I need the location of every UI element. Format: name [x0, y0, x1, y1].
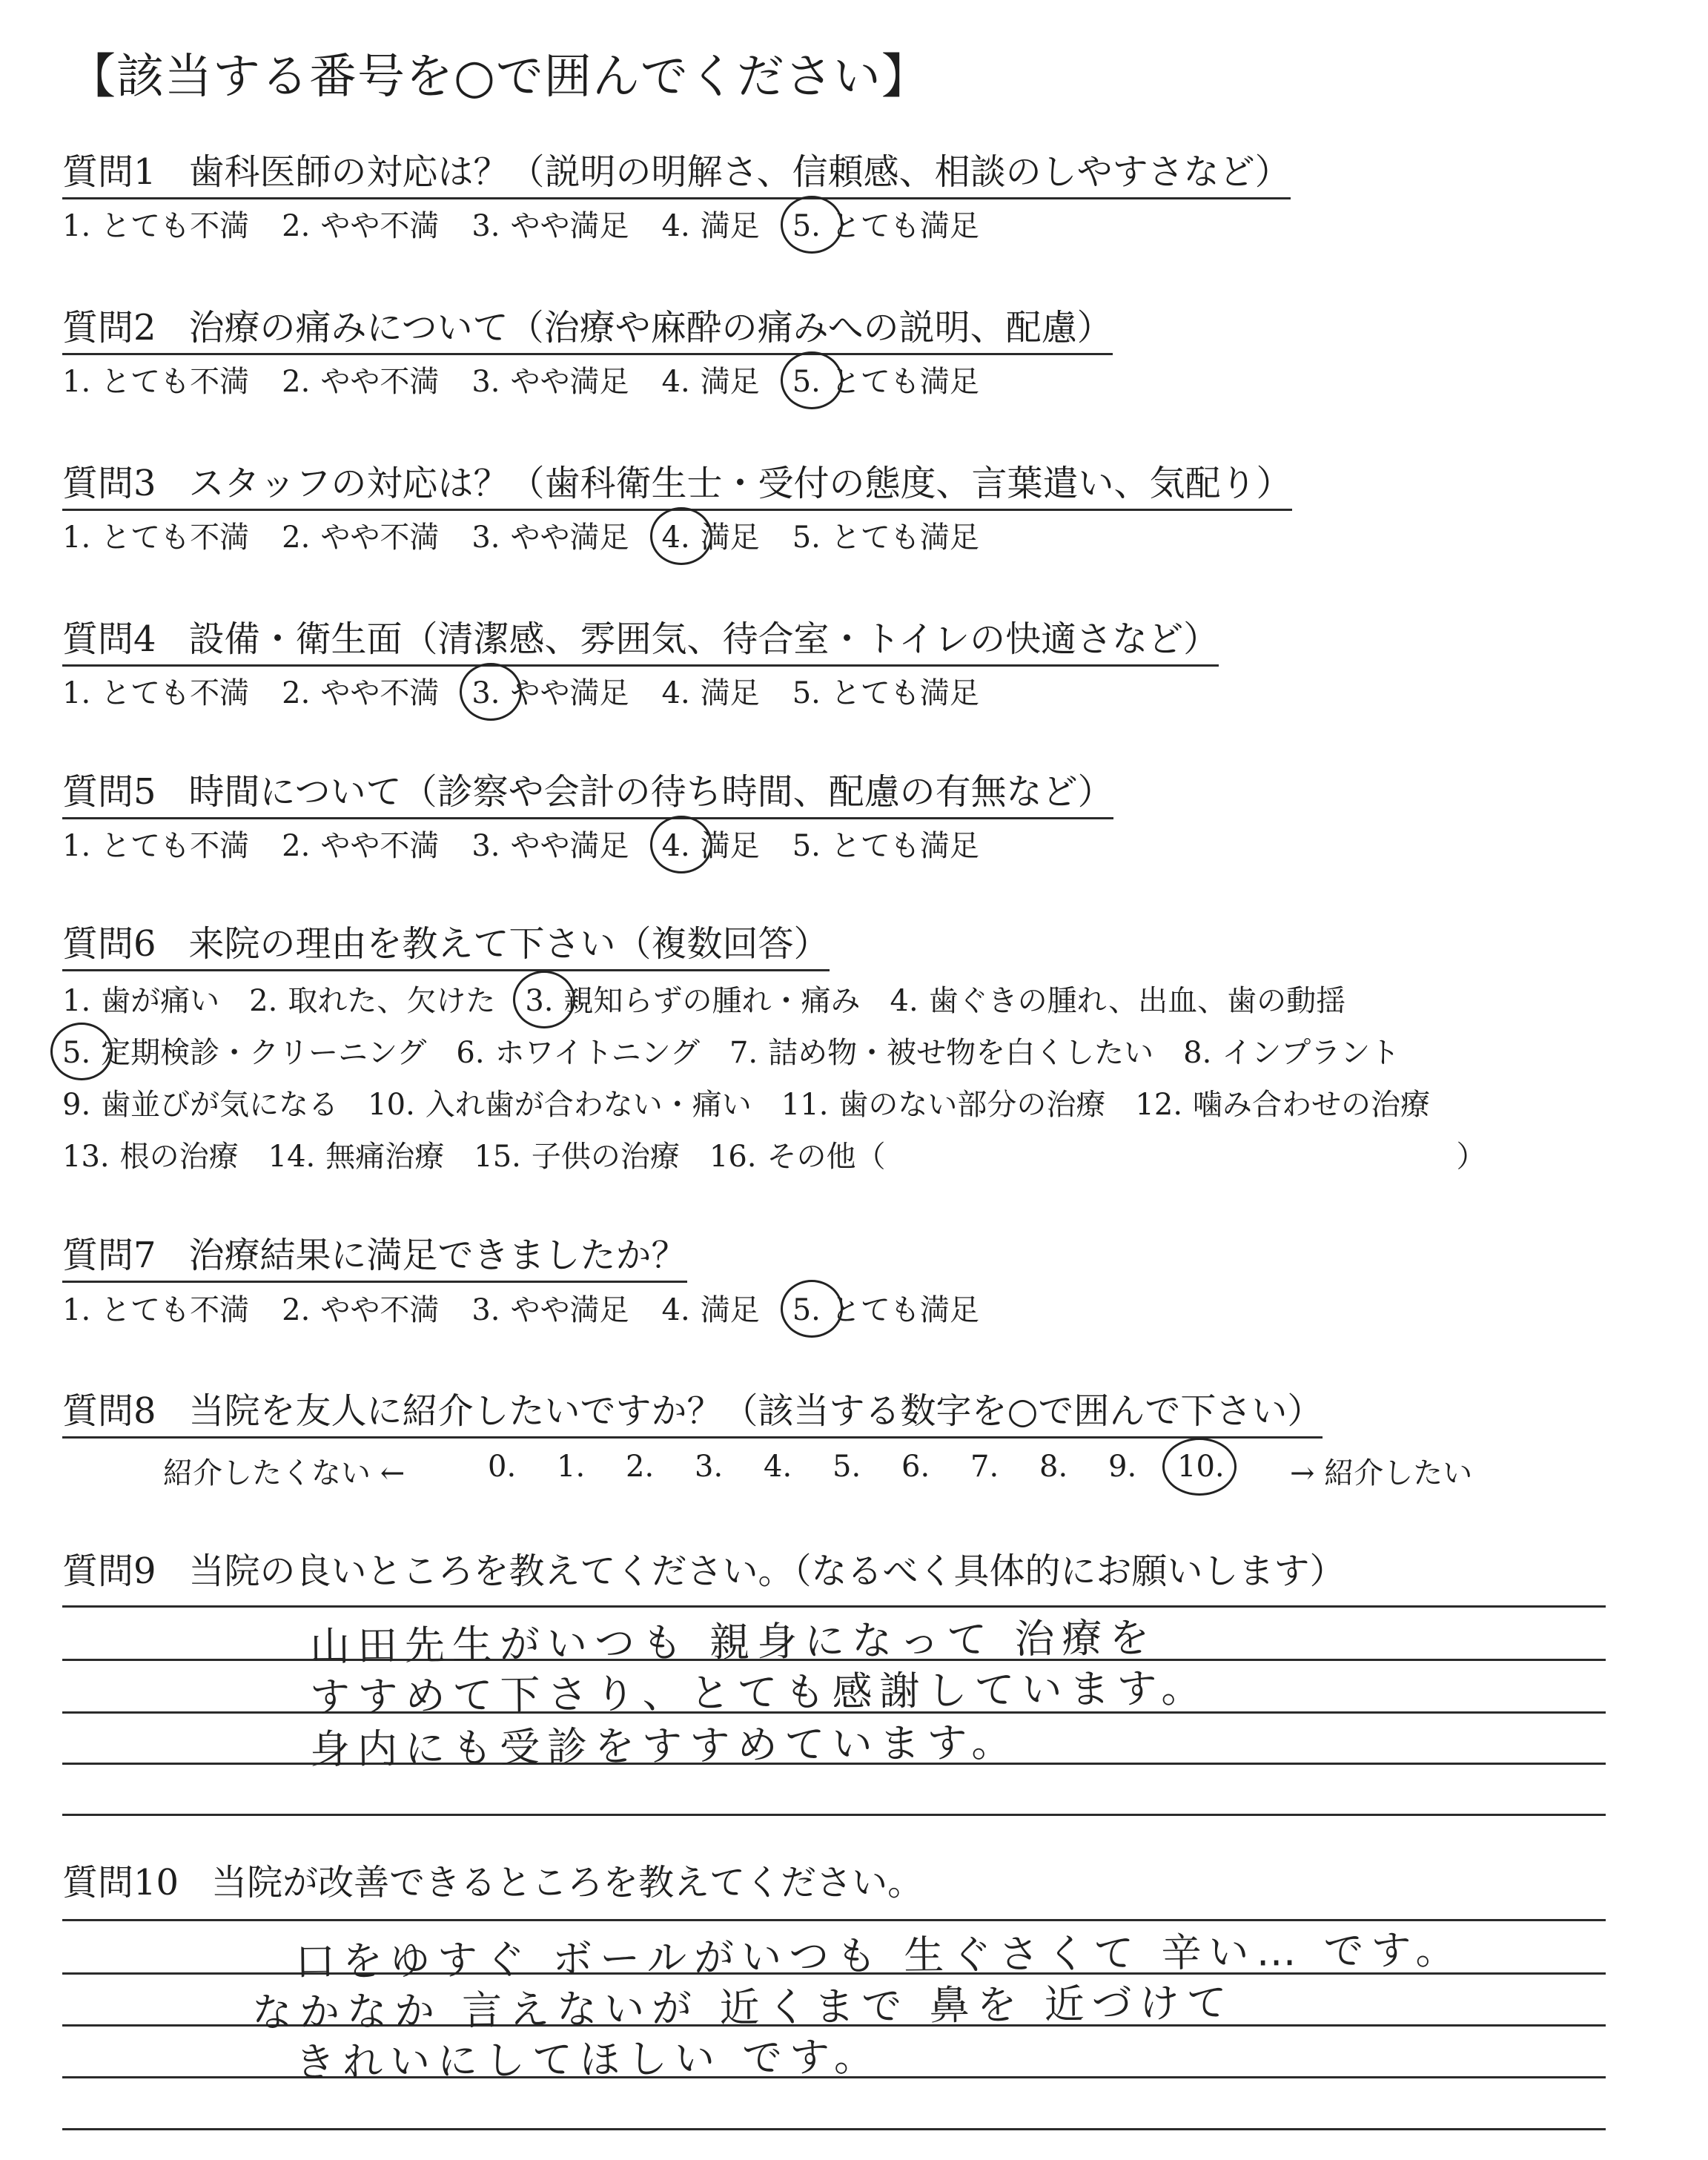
q3-option-1[interactable] — [62, 519, 249, 556]
q1-option-number: 4. — [661, 209, 690, 243]
q7-option-2[interactable] — [282, 1292, 439, 1329]
q7-option-number: 4. — [661, 1293, 690, 1327]
q6-reason-9[interactable] — [62, 1086, 338, 1123]
q1-option-3[interactable] — [471, 208, 629, 245]
q8-scale-value-0[interactable]: 0. — [488, 1450, 517, 1484]
q6-reason-8[interactable] — [1183, 1034, 1400, 1071]
q5-options — [62, 828, 1012, 865]
q7-text: 治療結果に満足できましたか？ — [188, 1235, 687, 1276]
q3-option-number: 5. — [792, 521, 821, 555]
q3-heading — [62, 461, 1292, 511]
q2-options — [62, 363, 1012, 400]
q3-option-label: やや満足 — [510, 521, 629, 555]
q9-label: 質問9 — [62, 1550, 156, 1592]
q1-option-4[interactable] — [662, 208, 760, 245]
hand-drawn-circle — [781, 351, 843, 409]
q3-option-number: 3. — [471, 521, 500, 555]
q1-option-number: 5. — [792, 209, 821, 243]
q6-reason-number: 4. — [890, 984, 918, 1018]
q9-text: 当院の良いところを教えてください。（なるべく具体的にお願いします） — [188, 1550, 1345, 1592]
q4-option-2[interactable] — [282, 675, 439, 712]
q5-option-number: 1. — [62, 829, 91, 863]
q7-option-5[interactable] — [792, 1292, 979, 1329]
q2-option-number: 5. — [792, 365, 821, 399]
q2-option-label: やや不満 — [320, 365, 440, 399]
hand-drawn-circle — [513, 971, 575, 1028]
q5-option-5[interactable] — [792, 828, 979, 865]
q6-reason-number: 1. — [62, 984, 91, 1018]
q5-option-number: 4. — [661, 829, 690, 863]
q6-reason-label: 歯並びが気になる — [101, 1088, 339, 1122]
q3-option-3[interactable] — [471, 519, 629, 556]
q5-text: 時間について（診察や会計の待ち時間、配慮の有無など） — [188, 771, 1113, 813]
q1-text: 歯科医師の対応は？（説明の明解さ、信頼感、相談のしやすさなど） — [188, 151, 1291, 193]
q4-option-4[interactable] — [662, 675, 760, 712]
q6-reason-number: 10. — [368, 1088, 415, 1122]
hand-drawn-circle — [781, 1280, 843, 1338]
q1-option-label: やや満足 — [510, 209, 629, 243]
q8-label: 質問8 — [62, 1390, 156, 1432]
q6-reason-label: 噛み合わせの治療 — [1193, 1088, 1431, 1122]
q6-reason-row — [62, 1138, 1516, 1175]
q8-scale-value-5[interactable]: 5. — [833, 1450, 861, 1484]
q7-option-3[interactable] — [471, 1292, 629, 1329]
q2-option-number: 1. — [62, 365, 91, 399]
form-title: 【該当する番号を○で囲んでください】 — [68, 50, 930, 105]
hand-drawn-circle — [650, 507, 712, 565]
q10-text: 当院が改善できるところを教えてください。 — [211, 1862, 924, 1903]
q6-reason-label: ホワイトニング — [494, 1036, 700, 1070]
q3-option-number: 4. — [661, 521, 690, 555]
q10-answer-line: きれいにしてほしい です。 — [294, 2032, 882, 2087]
q2-option-number: 2. — [282, 365, 311, 399]
q6-reason-row — [62, 982, 1375, 1020]
q6-reason-number: 9. — [62, 1088, 91, 1122]
q7-option-label: やや不満 — [320, 1293, 440, 1327]
q5-option-label: やや満足 — [510, 829, 629, 863]
q3-option-number: 2. — [282, 521, 311, 555]
q5-heading — [62, 770, 1113, 819]
q6-reason-label: インプラント — [1222, 1036, 1400, 1070]
q3-option-label: とても満足 — [830, 521, 979, 555]
q1-option-1[interactable] — [62, 208, 249, 245]
q7-option-number: 3. — [471, 1293, 500, 1327]
q10-label: 質問10 — [62, 1862, 179, 1903]
q6-reason-number: 5. — [62, 1036, 91, 1070]
q5-option-3[interactable] — [471, 828, 629, 865]
q6-reason-number: 11. — [781, 1088, 829, 1122]
hand-drawn-circle — [650, 816, 712, 873]
q6-reason-label: 詰め物・被せ物を白くしたい — [768, 1036, 1154, 1070]
q4-label: 質問4 — [62, 618, 156, 660]
q6-reason-label: 取れた、欠けた — [288, 984, 496, 1018]
q3-option-label: 満足 — [700, 521, 760, 555]
q1-options — [62, 208, 1012, 245]
q3-option-label: やや不満 — [320, 521, 440, 555]
q3-text: スタッフの対応は？（歯科衛生士・受付の態度、言葉遣い、気配り） — [188, 463, 1292, 504]
q7-options — [62, 1292, 1012, 1329]
q4-option-label: やや不満 — [320, 676, 440, 710]
q8-scale-value-9[interactable]: 9. — [1108, 1450, 1137, 1484]
q5-option-label: とても満足 — [830, 829, 979, 863]
hand-drawn-circle — [50, 1023, 113, 1080]
q6-reason-10[interactable] — [368, 1086, 752, 1123]
q6-reason-number: 3. — [525, 984, 554, 1018]
q3-label: 質問3 — [62, 463, 156, 504]
q3-option-5[interactable] — [792, 519, 979, 556]
q6-reason-label: 親知らずの腫れ・痛み — [563, 984, 861, 1018]
q1-option-number: 2. — [282, 209, 311, 243]
q6-reason-row — [62, 1086, 1460, 1123]
q8-scale-value-6[interactable]: 6. — [901, 1450, 930, 1484]
q8-scale-value-4[interactable]: 4. — [764, 1450, 792, 1484]
q2-option-2[interactable] — [282, 363, 439, 400]
q6-other-close: ） — [1456, 1140, 1486, 1174]
q1-heading — [62, 150, 1291, 199]
q7-option-label: やや満足 — [510, 1293, 629, 1327]
q7-option-4[interactable] — [662, 1292, 760, 1329]
q6-reason-row — [62, 1034, 1429, 1071]
hand-drawn-circle — [460, 663, 522, 721]
q2-option-label: とても満足 — [830, 365, 979, 399]
q4-option-5[interactable] — [792, 675, 979, 712]
q6-reason-12[interactable] — [1135, 1086, 1430, 1123]
q5-option-number: 5. — [792, 829, 821, 863]
q6-reason-label: 入れ歯が合わない・痛い — [425, 1088, 752, 1122]
q7-label: 質問7 — [62, 1235, 156, 1276]
q2-text: 治療の痛みについて（治療や麻酔の痛みへの説明、配慮） — [188, 307, 1113, 349]
q5-option-number: 2. — [282, 829, 311, 863]
q2-option-5[interactable] — [792, 363, 979, 400]
q4-option-number: 3. — [471, 676, 500, 710]
q10-heading — [62, 1854, 923, 1905]
q7-option-label: 満足 — [700, 1293, 760, 1327]
q9-answer-rule — [62, 1814, 1606, 1816]
q5-option-number: 3. — [471, 829, 500, 863]
q6-reason-label: 無痛治療 — [325, 1140, 445, 1174]
q9-answer-line: 山田先生がいつも 親身になって 治療を — [309, 1614, 1157, 1670]
q5-option-label: とても不満 — [101, 829, 250, 863]
q3-options — [62, 519, 1012, 556]
q4-option-3[interactable] — [471, 675, 629, 712]
q4-option-number: 5. — [792, 676, 821, 710]
q2-label: 質問2 — [62, 307, 156, 349]
q8-scale-value-1[interactable]: 1. — [557, 1450, 586, 1484]
q6-reason-3[interactable] — [525, 982, 860, 1020]
q6-label: 質問6 — [62, 923, 156, 965]
q7-option-number: 1. — [62, 1293, 91, 1327]
q7-heading — [62, 1233, 687, 1283]
q5-option-2[interactable] — [282, 828, 439, 865]
q1-option-label: とても満足 — [830, 209, 979, 243]
q6-reason-2[interactable] — [249, 982, 495, 1020]
q6-reason-label: 根の治療 — [119, 1140, 239, 1174]
q6-reason-label: その他（ — [767, 1140, 886, 1174]
q6-reason-15[interactable] — [474, 1138, 680, 1175]
q6-reason-label: 歯が痛い — [101, 984, 220, 1018]
q6-reason-4[interactable] — [890, 982, 1346, 1020]
q4-options — [62, 675, 1012, 712]
q4-option-label: 満足 — [700, 676, 760, 710]
q9-answer-rule — [62, 1605, 1606, 1608]
q5-label: 質問5 — [62, 771, 156, 813]
q6-reason-6[interactable] — [456, 1034, 700, 1071]
q1-option-label: やや不満 — [320, 209, 440, 243]
q8-right-label: → 紹介したい — [1290, 1456, 1473, 1490]
hand-drawn-circle — [781, 196, 843, 254]
q1-label: 質問1 — [62, 151, 156, 193]
q7-option-1[interactable] — [62, 1292, 249, 1329]
q4-option-number: 1. — [62, 676, 91, 710]
q8-heading — [62, 1389, 1323, 1439]
q9-answer-line: すすめて下さり、とても感謝しています。 — [309, 1664, 1209, 1721]
q2-option-number: 4. — [661, 365, 690, 399]
q7-option-label: とても満足 — [830, 1293, 979, 1327]
q6-reason-7[interactable] — [729, 1034, 1153, 1071]
q7-option-label: とても不満 — [101, 1293, 250, 1327]
q6-reason-14[interactable] — [268, 1138, 445, 1175]
q10-answer-rule — [62, 2128, 1606, 2130]
q3-option-4[interactable] — [662, 519, 760, 556]
q6-reason-number: 12. — [1135, 1088, 1183, 1122]
q4-option-label: とても満足 — [830, 676, 979, 710]
q7-option-number: 2. — [282, 1293, 311, 1327]
q1-option-2[interactable] — [282, 208, 439, 245]
q4-heading — [62, 617, 1219, 667]
q9-heading — [62, 1542, 1345, 1593]
q8-scale-value-3[interactable]: 3. — [695, 1450, 724, 1484]
q7-option-number: 5. — [792, 1293, 821, 1327]
q2-option-3[interactable] — [471, 363, 629, 400]
q2-option-1[interactable] — [62, 363, 249, 400]
q8-scale-value-2[interactable]: 2. — [626, 1450, 655, 1484]
q6-heading — [62, 922, 830, 971]
q6-reason-label: 歯ぐきの腫れ、出血、歯の動揺 — [928, 984, 1346, 1018]
hand-drawn-circle — [1162, 1438, 1237, 1496]
q8-text: 当院を友人に紹介したいですか？（該当する数字を○で囲んで下さい） — [188, 1390, 1323, 1432]
q4-option-label: とても不満 — [101, 676, 250, 710]
q6-reason-13[interactable] — [62, 1138, 239, 1175]
q4-text: 設備・衛生面（清潔感、雰囲気、待合室・トイレの快適さなど） — [188, 618, 1219, 660]
q6-reason-number: 8. — [1183, 1036, 1212, 1070]
q2-option-label: やや満足 — [510, 365, 629, 399]
q10-answer-line: なかなか 言えないが 近くまで 鼻を 近づけて — [251, 1979, 1235, 2036]
q2-option-label: とても不満 — [101, 365, 250, 399]
q3-option-number: 1. — [62, 521, 91, 555]
q5-option-4[interactable] — [662, 828, 760, 865]
q1-option-number: 1. — [62, 209, 91, 243]
q8-scale-value-8[interactable]: 8. — [1039, 1450, 1068, 1484]
q6-reason-label: 定期検診・クリーニング — [101, 1036, 427, 1070]
q6-reason-number: 13. — [62, 1140, 110, 1174]
q8-scale-value-7[interactable]: 7. — [970, 1450, 999, 1484]
q4-option-number: 2. — [282, 676, 311, 710]
q1-option-label: 満足 — [700, 209, 760, 243]
q9-answer-line: 身内にも受診をすすめています。 — [309, 1718, 1019, 1774]
q6-reason-label: 歯のない部分の治療 — [838, 1088, 1106, 1122]
q3-option-label: とても不満 — [101, 521, 250, 555]
q1-option-5[interactable] — [792, 208, 979, 245]
q1-option-number: 3. — [471, 209, 500, 243]
q4-option-1[interactable] — [62, 675, 249, 712]
q6-reason-number: 14. — [268, 1140, 316, 1174]
q6-reason-16[interactable] — [709, 1138, 1486, 1175]
q6-reason-number: 6. — [456, 1036, 485, 1070]
q4-option-label: やや満足 — [510, 676, 629, 710]
q6-reason-11[interactable] — [781, 1086, 1106, 1123]
q8-scale-value-10[interactable]: 10. — [1177, 1450, 1225, 1484]
q8-left-label: 紹介したくない ← — [163, 1456, 406, 1490]
q5-option-label: 満足 — [700, 829, 760, 863]
q6-reason-label: 子供の治療 — [531, 1140, 680, 1174]
q6-reason-number: 16. — [709, 1140, 757, 1174]
q5-option-1[interactable] — [62, 828, 249, 865]
q6-reason-5[interactable] — [62, 1034, 426, 1071]
q2-option-4[interactable] — [662, 363, 760, 400]
q3-option-2[interactable] — [282, 519, 439, 556]
q6-reason-number: 7. — [729, 1036, 758, 1070]
q2-option-label: 満足 — [700, 365, 760, 399]
q6-reason-number: 15. — [474, 1140, 521, 1174]
q8-scale — [0, 1450, 1708, 1494]
q2-option-number: 3. — [471, 365, 500, 399]
q5-option-label: やや不満 — [320, 829, 440, 863]
q6-reason-1[interactable] — [62, 982, 219, 1020]
q2-heading — [62, 305, 1113, 355]
q6-reason-number: 2. — [249, 984, 278, 1018]
q4-option-number: 4. — [661, 676, 690, 710]
q10-answer-line: 口をゆすぐ ボールがいつも 生ぐさくて 辛い… です。 — [294, 1926, 1463, 1986]
q6-text: 来院の理由を教えて下さい（複数回答） — [188, 923, 830, 965]
q1-option-label: とても不満 — [101, 209, 250, 243]
